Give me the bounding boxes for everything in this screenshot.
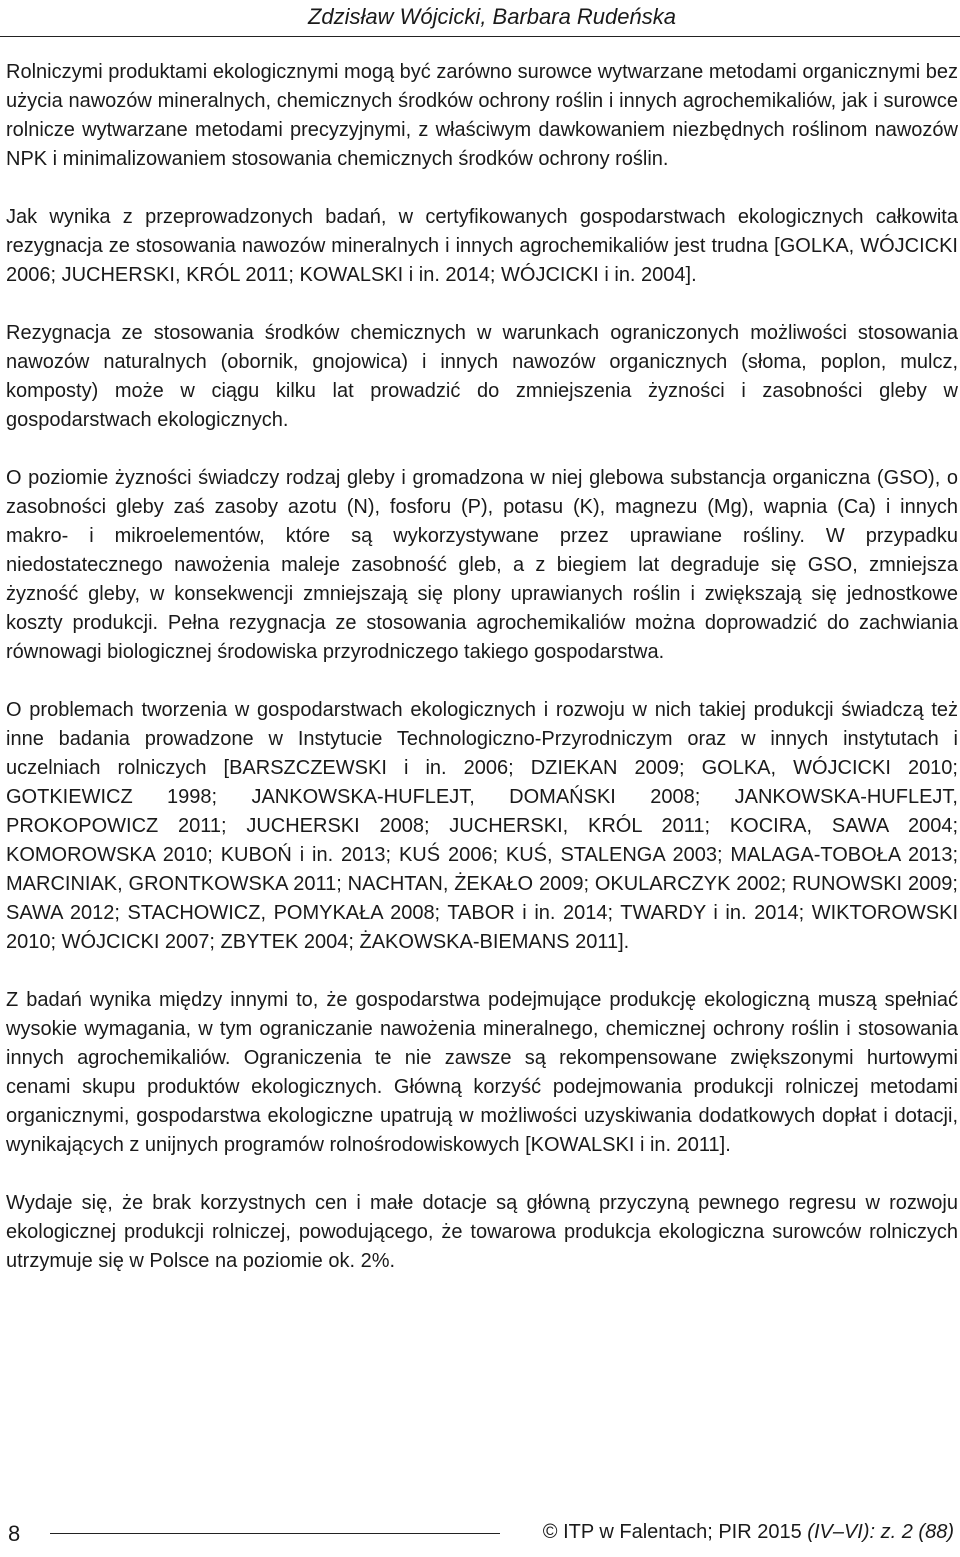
header-authors: Zdzisław Wójcicki, Barbara Rudeńska — [307, 4, 676, 29]
journal-info — [543, 1521, 954, 1544]
paragraph-4: O poziomie żyzności świadczy rodzaj gleby i gromadzona w niej glebowa substancja organiczna (GSO), o zasobności gleby zaś zasoby azotu (N), fosforu (P), potasu (K), magnezu (Mg), wapnia (Ca) i innych makro- i mikroelementów, które są wykorzystywane przez uprawiane rośliny. W przypadku niedostatecznego nawożenia maleje zasobność gleb, a z biegiem lat degraduje się GSO, zmniejsza żyzność gleby, w konsekwencji zmniejszają się plony uprawianych roślin i zwiększają się jednostkowe koszty produkcji. Pełna rezygnacja ze stosowania agrochemikaliów można doprowadzić do zachwiania równowagi biologicznej środowiska przyrodniczego takiego gospodarstwa. — [6, 467, 958, 663]
paragraph-6: Z badań wynika między innymi to, że gospodarstwa podejmujące produkcję ekologiczną muszą spełniać wysokie wymagania, w tym ograniczanie nawożenia mineralnego, chemicznej ochrony roślin i stosowania innych agrochemikaliów. Ograniczenia te nie zawsze są rekompensowane zwiększonymi hurtowymi cenami skupu produktów ekologicznych. Główną korzyść podejmowania produkcji rolniczej metodami organicznymi, gospodarstwa ekologiczne upatrują w możliwości uzyskiwania dodatkowych dopłat i dotacji, wynikających z unijnych programów rolnośrodowiskowych [KOWALSKI i in. 2011]. — [6, 989, 958, 1156]
page-number: 8 — [8, 1521, 21, 1546]
paragraph-7: Wydaje się, że brak korzystnych cen i małe dotacje są główną przyczyną pewnego regresu w rozwoju ekologicznej produkcji rolniczej, powodującego, że towarowa produkcja ekologiczna surowców rolniczych utrzymuje się w Polsce na poziomie ok. 2%. — [6, 1192, 958, 1272]
body-text — [6, 58, 958, 1276]
paragraph-1: Rolniczymi produktami ekologicznymi mogą być zarówno surowce wytwarzane metodami organicznymi bez użycia nawozów mineralnych, chemicznych środków ochrony roślin i innych agrochemikaliów, jak i surowce rolnicze wytwarzane metodami precyzyjnymi, z właściwym dawkowaniem niezbędnych roślinom nawozów NPK i minimalizowaniem stosowania chemicznych środków ochrony roślin. — [6, 61, 958, 170]
issue-text: (IV–VI): z. 2 (88) — [807, 1521, 954, 1543]
page-footer — [0, 1518, 960, 1548]
running-header — [0, 0, 960, 37]
paragraph-3: Rezygnacja ze stosowania środków chemicznych w warunkach ograniczonych możliwości stosowania nawozów naturalnych (obornik, gnojowica) i innych nawozów organicznych (słoma, poplon, mulcz, komposty) może w ciągu kilku lat prowadzić do zmniejszenia żyzności i zasobności gleby w gospodarstwach ekologicznych. — [6, 322, 958, 431]
publisher-text: ITP w Falentach; PIR 2015 — [563, 1521, 802, 1543]
paragraph-5: O problemach tworzenia w gospodarstwach ekologicznych i rozwoju w nich takiej produkcji świadczą też inne badania prowadzone w Instytucie Technologiczno-Przyrodniczym oraz w innych instytutach i uczelniach rolniczych [BARSZCZEWSKI i in. 2006; DZIEKAN 2009; GOLKA, WÓJCICKI 2010; GOTKIEWICZ 1998; JANKOWSKA-HUFLEJT, DOMAŃSKI 2008; JANKOWSKA-HUFLEJT, PROKOPOWICZ 2011; JUCHERSKI 2008; JUCHERSKI, KRÓL 2011; KOCIRA, SAWA 2004; KOMOROWSKA 2010; KUBOŃ i in. 2013; KUŚ 2006; KUŚ, STALENGA 2003; MALAGA-TOBOŁA 2013; MARCINIAK, GRONTKOWSKA 2011; NACHTAN, ŻEKAŁO 2009; OKULARCZYK 2002; RUNOWSKI 2009; SAWA 2012; STACHOWICZ, POMYKAŁA 2008; TABOR i in. 2014; TWARDY i in. 2014; WIKTOROWSKI 2010; WÓJCICKI 2007; ZBYTEK 2004; ŻAKOWSKA-BIEMANS 2011]. — [6, 699, 958, 953]
footer-divider — [50, 1533, 500, 1534]
paragraph-2: Jak wynika z przeprowadzonych badań, w certyfikowanych gospodarstwach ekologicznych całkowita rezygnacja ze stosowania nawozów mineralnych i innych agrochemikaliów jest trudna [GOLKA, WÓJCICKI 2006; JUCHERSKI, KRÓL 2011; KOWALSKI i in. 2014; WÓJCICKI i in. 2004]. — [6, 206, 958, 286]
copyright-icon: © — [542, 1521, 558, 1543]
